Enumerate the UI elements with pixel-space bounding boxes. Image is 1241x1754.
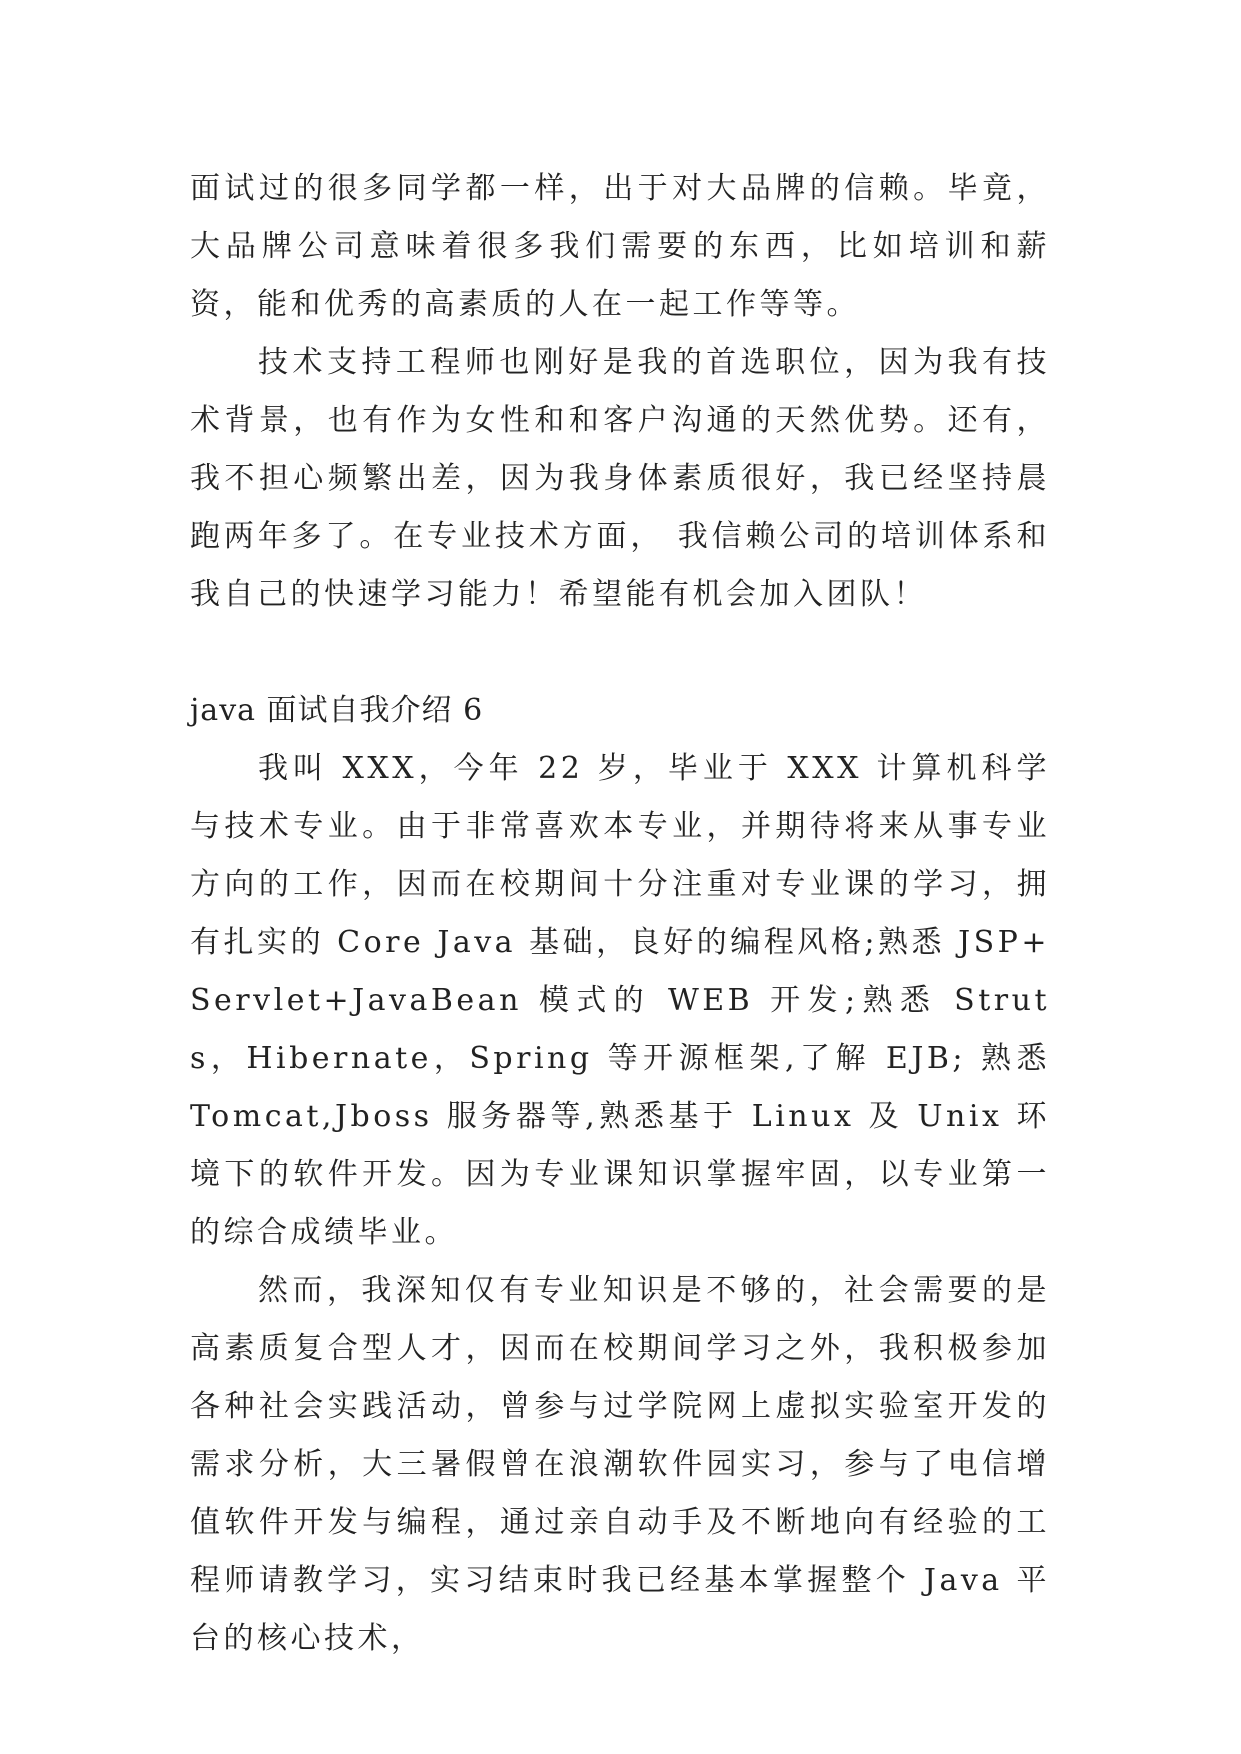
paragraph-brand-trust: 面试过的很多同学都一样，出于对大品牌的信赖。毕竟，大品牌公司意味着很多我们需要的东西，比如培训和薪资，能和优秀的高素质的人在一起工作等等。	[190, 171, 1050, 322]
paragraph-practice: 然而，我深知仅有专业知识是不够的，社会需要的是高素质复合型人才，因而在校期间学习之外，我积极参加各种社会实践活动，曾参与过学院网上虚拟实验室开发的需求分析，大三暑假曾在浪潮软件园实习，参与了电信增值软件开发与编程，通过亲自动手及不断地向有经验的工程师请教学习，实习结束时我已经基本掌握整个 Java 平台的核心技术，	[190, 1273, 1050, 1656]
paragraph-self-intro: 我叫 XXX，今年 22 岁，毕业于 XXX 计算机科学与技术专业。由于非常喜欢本专业，并期待将来从事专业方向的工作，因而在校期间十分注重对专业课的学习，拥有扎实的 Core Java 基础，良好的编程风格;熟悉 JSP+Servlet+JavaBean 模式的 WEB 开发;熟悉 Struts，Hibernate，Spring 等开源框架,了解 EJB; 熟悉 Tomcat,Jboss 服务器等,熟悉基于 Linux 及 Unix 环境下的软件开发。因为专业课知识掌握牢固，以专业第一的综合成绩毕业。	[190, 751, 1050, 1250]
section-spacer	[190, 624, 1050, 682]
document-body	[190, 160, 1050, 1668]
paragraph-tech-support: 技术支持工程师也刚好是我的首选职位，因为我有技术背景，也有作为女性和和客户沟通的天然优势。还有，我不担心频繁出差，因为我身体素质很好，我已经坚持晨跑两年多了。在专业技术方面， 我信赖公司的培训体系和我自己的快速学习能力！希望能有机会加入团队！	[190, 345, 1050, 612]
section-heading: java 面试自我介绍 6	[190, 693, 484, 728]
